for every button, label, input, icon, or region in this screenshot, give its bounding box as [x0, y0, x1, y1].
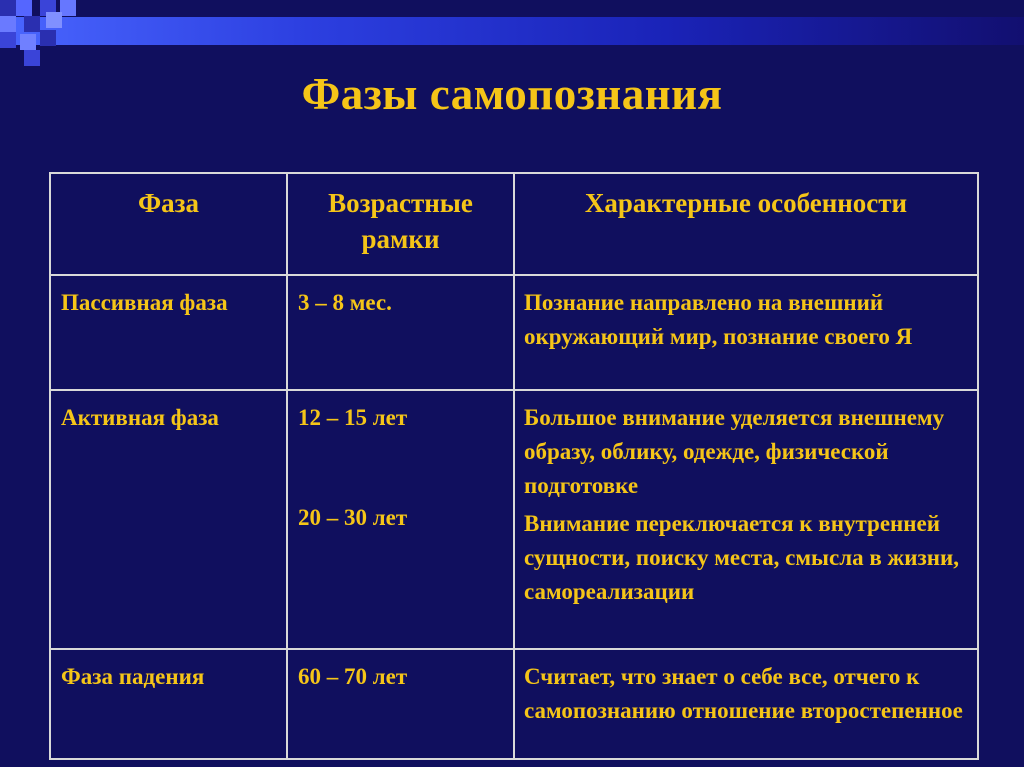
table-header-row: [50, 173, 978, 275]
cell-phase: Активная фаза: [50, 390, 287, 649]
cell-age: [287, 390, 514, 649]
age-range: 20 – 30 лет: [298, 505, 408, 530]
decorative-square: [16, 0, 32, 16]
cell-features: [514, 390, 978, 649]
header-features: Характерные особенности: [514, 173, 978, 275]
decorative-square: [24, 16, 40, 32]
table-row: [50, 275, 978, 390]
decorative-square: [0, 32, 16, 48]
feature-text: Большое внимание уделяется внешнему образу, облику, одежде, физической подготовке: [524, 405, 945, 498]
table-row: [50, 390, 978, 649]
cell-phase: Пассивная фаза: [50, 275, 287, 390]
cell-features: Считает, что знает о себе все, отчего к самопознанию отношение второстепенное: [514, 649, 978, 759]
decorative-square: [0, 16, 16, 32]
slide-title: Фазы самопознания: [301, 69, 723, 119]
cell-features: Познание направлено на внешний окружающий мир, познание своего Я: [514, 275, 978, 390]
decorative-stripe: [0, 17, 1024, 45]
decorative-square: [40, 30, 56, 46]
decorative-square: [46, 12, 62, 28]
cell-age: 3 – 8 мес.: [287, 275, 514, 390]
feature-text: Внимание переключается к внутренней сущности, поиску места, смысла в жизни, самореализации: [524, 511, 959, 604]
header-phase: Фаза: [50, 173, 287, 275]
table-row: [50, 649, 978, 759]
decorative-square: [60, 0, 76, 16]
age-range: 12 – 15 лет: [298, 405, 408, 430]
header-age: Возрастные рамки: [287, 173, 514, 275]
decorative-square: [0, 0, 16, 16]
cell-phase: Фаза падения: [50, 649, 287, 759]
decorative-square: [20, 34, 36, 50]
decorative-square: [24, 50, 40, 66]
decorative-top-bar: [0, 0, 1024, 48]
cell-age: 60 – 70 лет: [287, 649, 514, 759]
phases-table: [49, 172, 979, 760]
